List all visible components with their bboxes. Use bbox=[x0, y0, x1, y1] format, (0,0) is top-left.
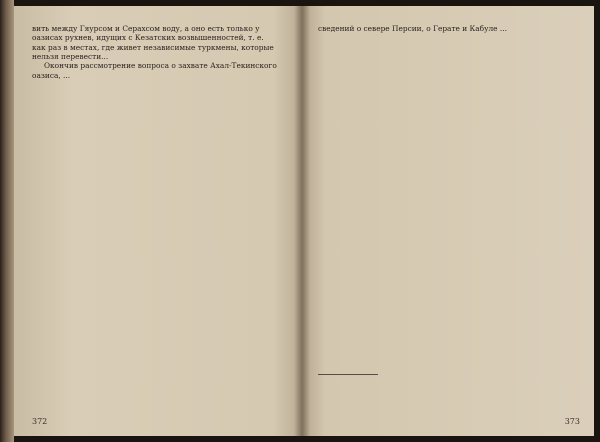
text-line bbox=[318, 80, 580, 89]
page-number: 372 bbox=[32, 417, 48, 426]
text-line bbox=[32, 323, 288, 332]
text-line bbox=[318, 136, 580, 145]
text-line bbox=[32, 295, 288, 304]
text-line bbox=[32, 192, 288, 201]
text-line bbox=[32, 80, 288, 89]
text-line bbox=[318, 183, 580, 192]
text-line bbox=[318, 202, 580, 211]
text-line bbox=[32, 314, 288, 323]
page-edges bbox=[0, 0, 14, 442]
text-line bbox=[32, 89, 288, 98]
text-line bbox=[318, 276, 580, 285]
text-line bbox=[32, 398, 288, 407]
text-line bbox=[318, 323, 580, 332]
text-line: как раз в местах, где живет независимые туркмены, которые bbox=[32, 42, 274, 52]
text-line bbox=[32, 174, 288, 183]
text-line bbox=[318, 286, 580, 295]
text-line bbox=[32, 342, 288, 351]
text-line bbox=[32, 145, 288, 154]
text-line bbox=[32, 211, 288, 220]
text-line bbox=[32, 360, 288, 369]
text-line bbox=[32, 304, 288, 313]
text-line bbox=[32, 99, 288, 108]
text-line bbox=[318, 304, 580, 313]
text-line bbox=[318, 295, 580, 304]
text-line bbox=[32, 230, 288, 239]
text-line bbox=[32, 286, 288, 295]
text-line bbox=[32, 155, 288, 164]
text-line bbox=[32, 239, 288, 248]
text-line bbox=[32, 136, 288, 145]
right-page bbox=[302, 6, 594, 436]
text-line: оазисах рухнев, идущих с Кезатских возвышенностей, т. е. bbox=[32, 33, 264, 43]
text-line bbox=[32, 379, 288, 388]
text-line bbox=[32, 220, 288, 229]
text-line bbox=[318, 360, 580, 369]
text-line bbox=[318, 174, 580, 183]
text-line bbox=[318, 145, 580, 154]
text-line bbox=[318, 127, 580, 136]
text-line bbox=[32, 276, 288, 285]
text-line bbox=[32, 267, 288, 276]
right-page-body bbox=[318, 24, 580, 370]
text-line: сведений о севере Персии, о Герате и Кабуле ... bbox=[318, 24, 507, 33]
text-line bbox=[32, 183, 288, 192]
text-line: оазиса, ... bbox=[32, 70, 71, 80]
text-line bbox=[32, 202, 288, 211]
text-line bbox=[318, 164, 580, 173]
text-line bbox=[318, 314, 580, 323]
text-line bbox=[318, 192, 580, 201]
text-line bbox=[32, 332, 288, 341]
text-line bbox=[318, 155, 580, 164]
text-line bbox=[318, 117, 580, 126]
text-line bbox=[318, 248, 580, 257]
text-line bbox=[32, 370, 288, 379]
text-line bbox=[318, 220, 580, 229]
text-line bbox=[32, 407, 288, 416]
text-line bbox=[318, 267, 580, 276]
text-line bbox=[318, 332, 580, 341]
text-line bbox=[318, 230, 580, 239]
text-line bbox=[318, 239, 580, 248]
text-line bbox=[318, 52, 580, 61]
text-line bbox=[318, 211, 580, 220]
left-page bbox=[14, 6, 302, 436]
text-line: вить между Гяурсом и Серахсом воду, а оно есть только у bbox=[32, 24, 260, 33]
text-line bbox=[32, 416, 288, 425]
text-line: нельзя перевести... bbox=[32, 52, 109, 62]
book-gutter bbox=[294, 6, 310, 436]
text-line: Окончив рассмотрение вопроса о захвате Ахал-Текинского bbox=[44, 61, 277, 71]
text-line bbox=[318, 61, 580, 70]
text-line bbox=[318, 99, 580, 108]
text-line bbox=[318, 43, 580, 52]
text-line bbox=[32, 127, 288, 136]
footnote-rule bbox=[318, 374, 378, 375]
page-number: 373 bbox=[564, 417, 580, 426]
text-line bbox=[32, 117, 288, 126]
text-line bbox=[32, 248, 288, 257]
text-line bbox=[318, 89, 580, 98]
text-line bbox=[318, 33, 580, 42]
left-page-body bbox=[32, 24, 288, 426]
text-line bbox=[32, 351, 288, 360]
text-line bbox=[318, 108, 580, 117]
text-line bbox=[318, 71, 580, 80]
text-line bbox=[32, 108, 288, 117]
text-line bbox=[32, 388, 288, 397]
text-line bbox=[32, 164, 288, 173]
text-line bbox=[318, 258, 580, 267]
text-line bbox=[318, 342, 580, 351]
text-line bbox=[32, 258, 288, 267]
text-line bbox=[318, 351, 580, 360]
